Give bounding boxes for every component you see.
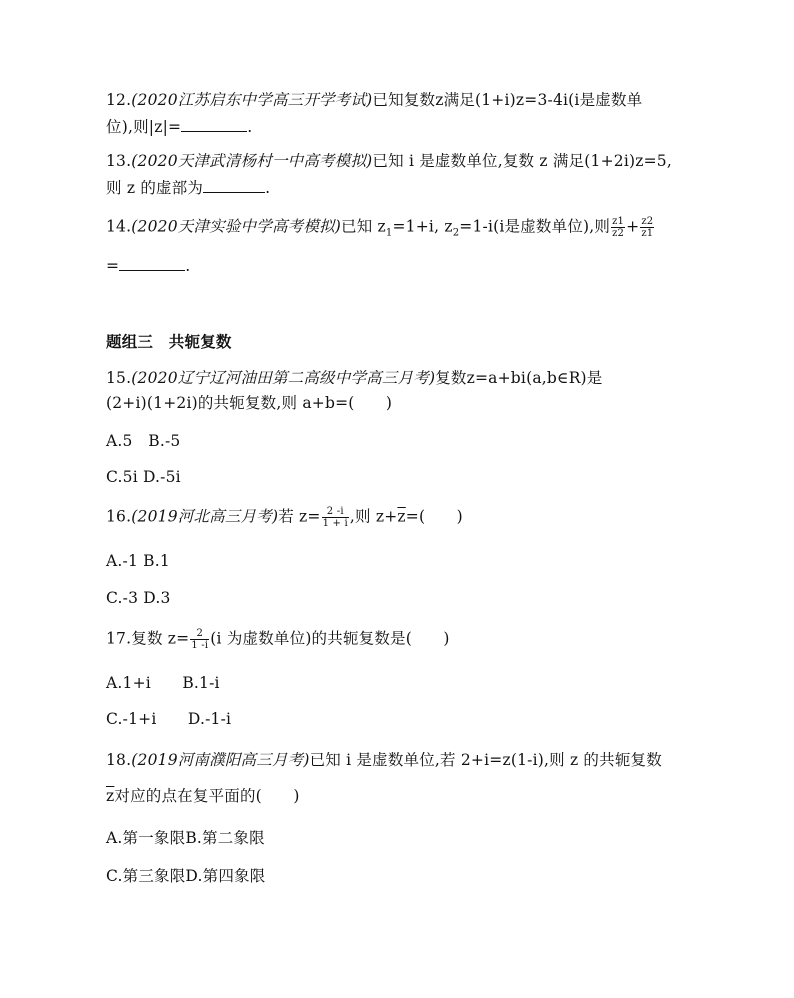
q16-options-ab[interactable]: A.-1 B.1 bbox=[106, 552, 170, 570]
q14-frac2-den: z1 bbox=[641, 228, 654, 239]
q14-answer-blank[interactable] bbox=[119, 255, 185, 271]
q12-text-3: . bbox=[247, 118, 253, 136]
q18-text-2: 对应的点在复平面的( ) bbox=[114, 787, 300, 805]
q16-frac-den: 1 + i bbox=[322, 518, 348, 529]
q14-frac2-num: z2 bbox=[641, 216, 654, 227]
q12-text-1: 已知复数z满足(1+i)z=3-4i(i是虚数单 bbox=[372, 91, 643, 109]
q14-plus: + bbox=[626, 217, 640, 236]
q12-answer-blank[interactable] bbox=[181, 116, 247, 132]
q17-frac-num: 2 bbox=[190, 628, 209, 640]
q17-text-2: (i 为虚数单位)的共轭复数是( ) bbox=[210, 629, 450, 648]
q14-source: (2020天津实验中学高考模拟) bbox=[131, 217, 342, 236]
q18-text-1: 已知 i 是虚数单位,若 2+i=z(1-i),则 z 的共轭复数 bbox=[309, 751, 662, 769]
q17-text-1: 复数 z= bbox=[131, 629, 190, 648]
q17-fraction bbox=[190, 628, 209, 651]
q13-line2 bbox=[106, 177, 270, 198]
q16-text-1: 若 z= bbox=[278, 507, 321, 526]
q13-answer-blank[interactable] bbox=[203, 177, 265, 193]
q16-zbar: $\overline{z}$ bbox=[397, 507, 406, 526]
q18-options-ab[interactable]: A.第一象限B.第二象限 bbox=[106, 829, 265, 847]
q13-source: (2020天津武清杨村一中高考模拟) bbox=[131, 152, 373, 170]
q18-number: 18. bbox=[106, 751, 132, 769]
q14-line1 bbox=[106, 216, 655, 244]
q14-number: 14. bbox=[106, 217, 132, 236]
q17-line1 bbox=[106, 628, 450, 651]
q18-line2 bbox=[106, 786, 300, 806]
q18-line1 bbox=[106, 750, 662, 770]
q18-options-cd[interactable]: C.第三象限D.第四象限 bbox=[106, 867, 266, 885]
q15-text-1: 复数z=a+bi(a,b∈R)是 bbox=[435, 369, 603, 387]
q16-number: 16. bbox=[106, 507, 132, 526]
q13-text-2: 则 z 的虚部为 bbox=[106, 179, 204, 197]
q18-source: (2019河南濮阳高三月考) bbox=[131, 751, 310, 769]
q15-line2: (2+i)(1+2i)的共轭复数,则 a+b=( ) bbox=[106, 394, 393, 412]
q13-text-1: 已知 i 是虚数单位,复数 z 满足(1+2i)z=5, bbox=[372, 152, 672, 170]
q18-zbar: $\overline{z}$ bbox=[106, 787, 115, 805]
q12-line2 bbox=[106, 116, 252, 137]
q15-source: (2020辽宁辽河油田第二高级中学高三月考) bbox=[131, 369, 436, 387]
q16-text-3: =( ) bbox=[405, 507, 463, 526]
q14-text-3: =1-i(i是虚数单位),则 bbox=[459, 217, 611, 236]
q17-options-ab[interactable]: A.1+i B.1-i bbox=[106, 674, 220, 692]
q14-fraction-2 bbox=[640, 216, 654, 239]
q15-line1 bbox=[106, 368, 603, 388]
q12-line1 bbox=[106, 90, 642, 110]
q14-frac1-den: z2 bbox=[612, 228, 625, 239]
q16-frac-num: 2 -i bbox=[322, 506, 349, 518]
q13-line1 bbox=[106, 151, 672, 171]
q12-source: (2020江苏启东中学高三开学考试) bbox=[131, 91, 373, 109]
q14-text-4: = bbox=[106, 257, 120, 275]
section-heading: 题组三 共轭复数 bbox=[106, 333, 232, 351]
q14-frac1-num: z1 bbox=[612, 216, 625, 227]
q15-number: 15. bbox=[106, 369, 132, 387]
q14-fraction-1 bbox=[611, 216, 625, 239]
q12-text-2: 位),则|z|= bbox=[106, 118, 182, 136]
q14-sub-1: 1 bbox=[385, 227, 393, 239]
q17-options-cd[interactable]: C.-1+i D.-1-i bbox=[106, 710, 232, 728]
q14-text-2: =1+i, z bbox=[392, 217, 453, 236]
q14-text-1: 已知 z bbox=[341, 217, 386, 236]
q16-source: (2019河北高三月考) bbox=[131, 507, 279, 526]
q17-frac-den: 1 -i bbox=[191, 640, 209, 651]
q14-line2 bbox=[106, 255, 190, 276]
q14-text-5: . bbox=[185, 257, 191, 275]
q13-text-3: . bbox=[265, 179, 271, 197]
q13-number: 13. bbox=[106, 152, 132, 170]
q16-options-cd[interactable]: C.-3 D.3 bbox=[106, 589, 171, 607]
q16-fraction bbox=[322, 506, 349, 529]
q12-number: 12. bbox=[106, 91, 132, 109]
q16-line1 bbox=[106, 506, 463, 529]
q14-sub-2: 2 bbox=[452, 227, 460, 239]
q17-number: 17. bbox=[106, 629, 132, 648]
q15-options-ab[interactable]: A.5 B.-5 bbox=[106, 432, 181, 450]
q16-text-2: ,则 z+ bbox=[349, 507, 398, 526]
q15-options-cd[interactable]: C.5i D.-5i bbox=[106, 468, 181, 486]
